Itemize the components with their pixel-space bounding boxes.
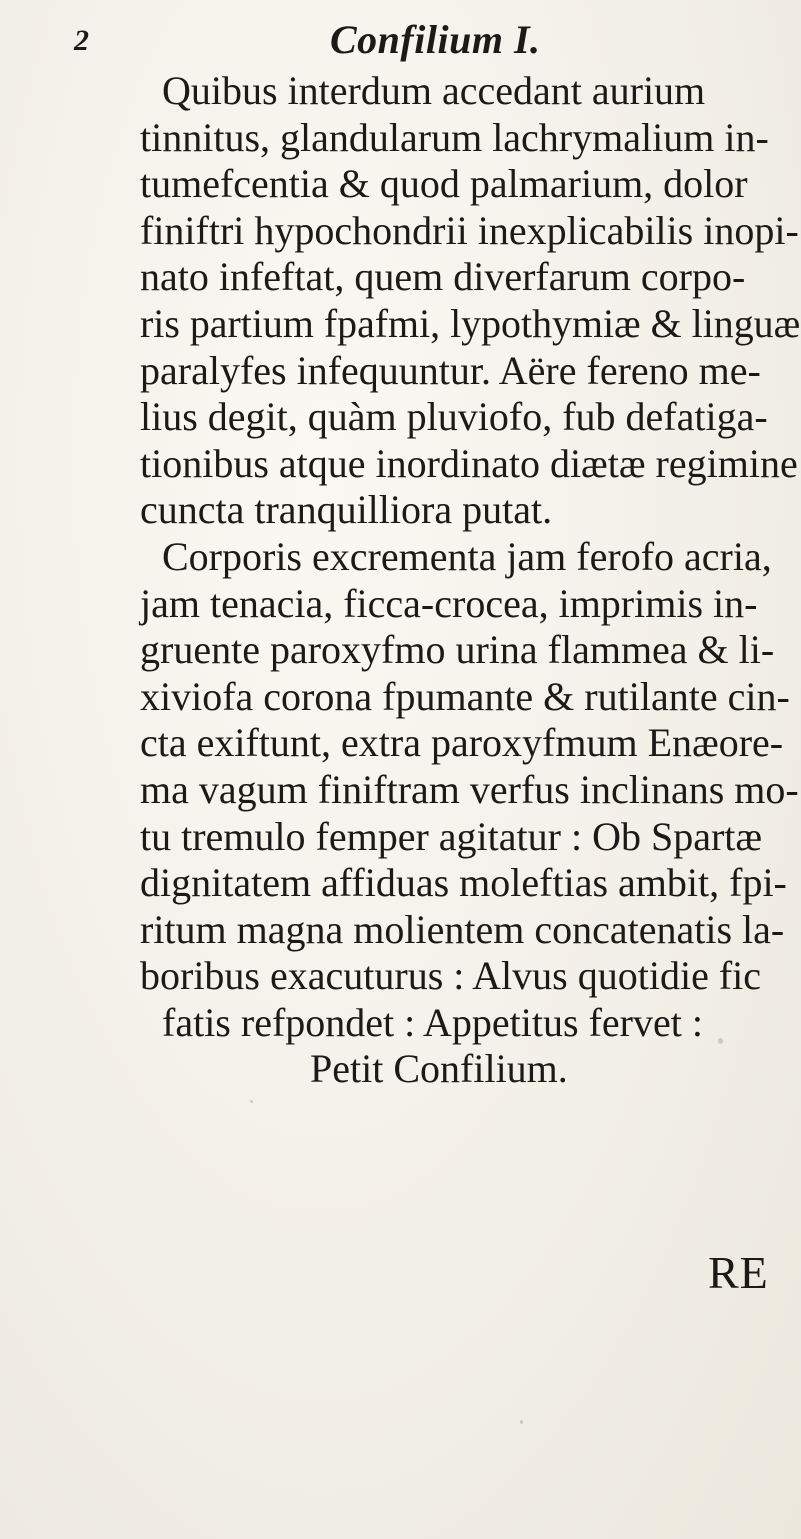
page-header <box>0 10 801 60</box>
catchword: RE <box>708 1247 769 1298</box>
text-line: cuncta tranquilliora putat. <box>140 487 553 533</box>
paper-speck <box>718 1038 723 1044</box>
running-head: Confilium I. <box>330 17 541 62</box>
text-line: gruente paroxyfmo urina flammea & li- <box>140 627 775 673</box>
page-number: 2 <box>74 24 89 57</box>
text-line: finiftri hypochondrii inexplicabilis inopi- <box>140 207 799 253</box>
text-line: boribus exacuturus : Alvus quotidie fic <box>140 953 762 999</box>
text-line: nato infeftat, quem diverfarum corpo- <box>140 254 746 300</box>
text-line: fatis refpondet : Appetitus fervet : <box>162 999 703 1045</box>
paper-speck <box>250 1100 253 1103</box>
text-line: paralyfes infequuntur. Aëre fereno me- <box>140 347 761 393</box>
text-line: tumefcentia & quod palmarium, dolor <box>140 161 748 207</box>
text-line: Quibus interdum accedant aurium <box>162 68 706 113</box>
text-line: ritum magna molientem concatenatis la- <box>140 906 785 952</box>
text-line: tionibus atque inordinato diætæ regimine <box>140 440 798 486</box>
text-line: xiviofa corona fpumante & rutilante cin- <box>140 673 790 719</box>
paper-speck <box>520 1420 523 1424</box>
text-line: jam tenacia, ficca-crocea, imprimis in- <box>140 580 758 626</box>
text-line: dignitatem affiduas moleftias ambit, fpi- <box>140 860 787 906</box>
text-line: cta exiftunt, extra paroxyfmum Enæore- <box>140 720 784 766</box>
text-line: ris partium fpafmi, lypothymiæ & linguæ <box>140 300 801 346</box>
text-line: ma vagum finiftram verfus inclinans mo- <box>140 766 799 812</box>
text-line: tu tremulo femper agitatur : Ob Spartæ <box>140 813 763 859</box>
text-line: Corporis excrementa jam ferofo acria, <box>162 533 772 579</box>
body-text <box>140 68 800 1093</box>
text-line: lius degit, quàm pluviofo, fub defatiga- <box>140 394 768 440</box>
closing-line: Petit Confilium. <box>310 1046 568 1092</box>
text-line: tinnitus, glandularum lachrymalium in- <box>140 114 769 160</box>
